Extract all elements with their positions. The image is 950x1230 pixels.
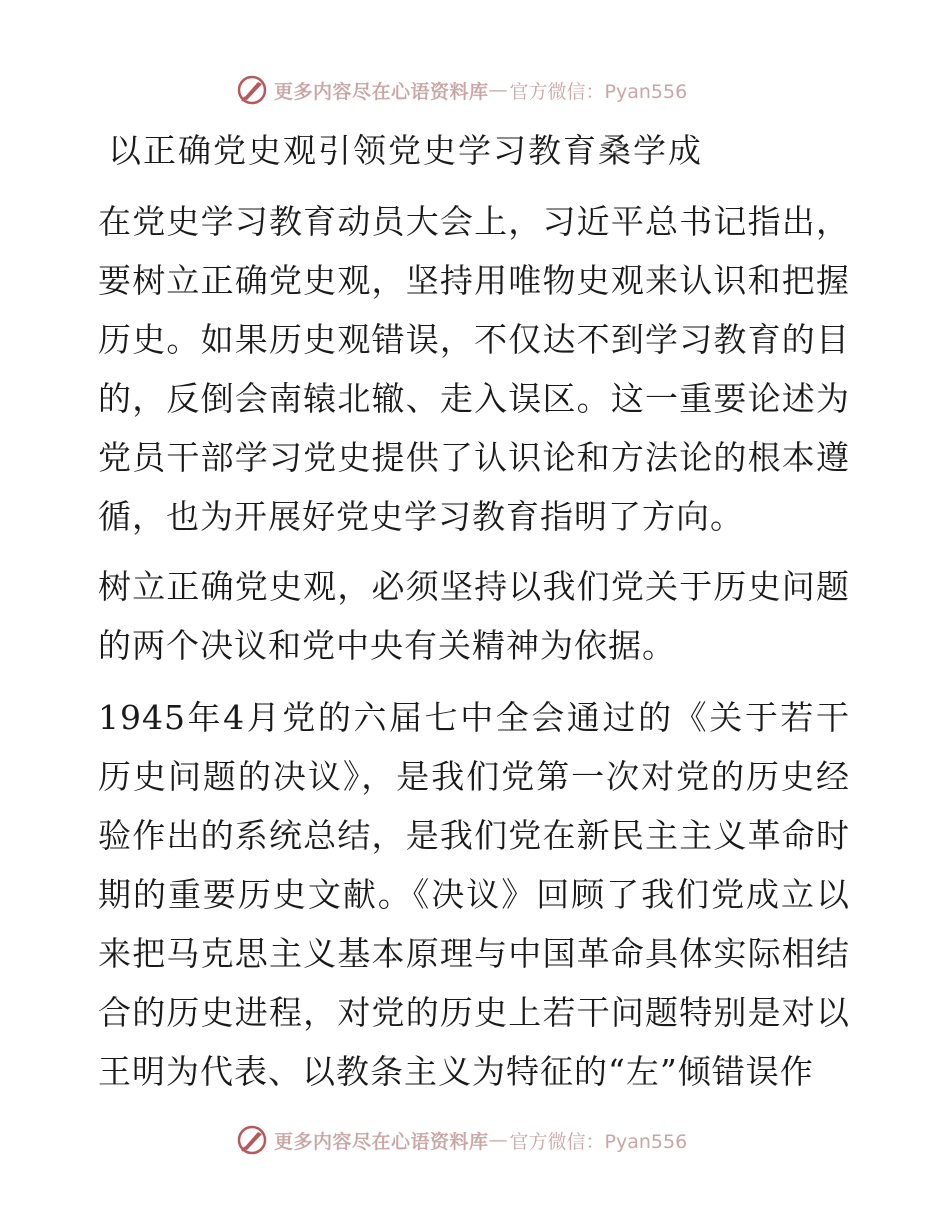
document-title: 以正确党史观引领党史学习教育桑学成	[108, 131, 703, 170]
paragraph: 1945年4月党的六届七中全会通过的《关于若干历史问题的决议》，是我们党第一次对党的历史经验作出的系统总结，是我们党在新民主主义革命时期的重要历史文献。《决议》回顾了我们党成立以来把马克思主义基本原理与中国革命具体实际相结合的历史进程，对党的历史上若干问题特别是对以王明为代表、以教条主义为特征的“左”倾错误作	[98, 698, 850, 1091]
banner-dash: —	[488, 79, 508, 101]
paragraph: 树立正确党史观，必须坚持以我们党关于历史问题的两个决议和党中央有关精神为依据。	[98, 567, 850, 665]
quill-pen-logo-icon	[236, 1124, 268, 1156]
banner-site-text: 更多内容尽在心语资料库	[274, 1130, 489, 1153]
paragraph: 在党史学习教育动员大会上，习近平总书记指出，要树立正确党史观，坚持用唯物史观来认识和把握历史。如果历史观错误，不仅达不到学习教育的目的，反倒会南辕北辙、走入误区。这一重要论述为党员干部学习党史提供了认识论和方法论的根本遵循，也为开展好党史学习教育指明了方向。	[98, 202, 850, 536]
banner-wechat-text: 官方微信：Pyan556	[509, 80, 688, 103]
banner-site-text: 更多内容尽在心语资料库	[274, 80, 489, 103]
watermark-banner-top	[236, 74, 716, 106]
banner-wechat-text: 官方微信：Pyan556	[509, 1130, 688, 1153]
banner-dash: —	[488, 1129, 508, 1151]
watermark-banner-bottom	[236, 1124, 716, 1156]
quill-pen-logo-icon	[236, 74, 268, 106]
